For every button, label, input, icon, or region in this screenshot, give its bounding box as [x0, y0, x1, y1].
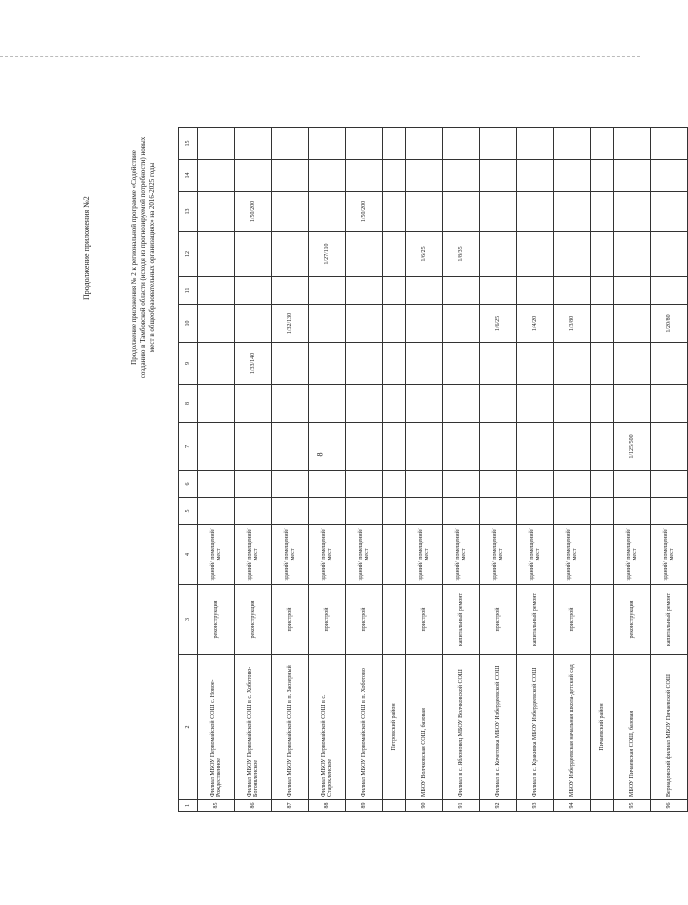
- value-cell: [614, 343, 651, 385]
- row-number: 93: [517, 800, 554, 812]
- value-cell: [198, 192, 235, 232]
- value-cell: [346, 343, 383, 385]
- column-number-cell: 14: [179, 160, 198, 192]
- cell: [591, 160, 614, 192]
- row-number: 90: [406, 800, 443, 812]
- value-cell: [346, 385, 383, 423]
- value-cell: [272, 471, 309, 498]
- value-cell: [443, 305, 480, 343]
- value-cell: [480, 192, 517, 232]
- facility-name: Филиал МБОУ Первомайской СОШ с. Новое-Рождественное: [198, 655, 235, 800]
- unit-label: зданий/ помещений/ мест: [651, 525, 688, 585]
- cell: [383, 305, 406, 343]
- facility-name: Филиал МБОУ Первомайской СОШ в с. Старокленское: [309, 655, 346, 800]
- value-cell: [309, 423, 346, 471]
- cell: [383, 471, 406, 498]
- value-cell: [517, 423, 554, 471]
- table-row: [554, 128, 591, 812]
- value-cell: [198, 277, 235, 305]
- scan-edge-line: [0, 56, 640, 57]
- value-cell: [554, 277, 591, 305]
- value-cell: [235, 423, 272, 471]
- value-cell: [480, 343, 517, 385]
- value-cell: [517, 232, 554, 277]
- value-cell: [651, 232, 688, 277]
- value-cell: [309, 498, 346, 525]
- unit-label: зданий/ помещений/ мест: [198, 525, 235, 585]
- value-cell: [480, 423, 517, 471]
- value-cell: [406, 423, 443, 471]
- work-type: реконструкция: [614, 585, 651, 655]
- value-cell: [614, 277, 651, 305]
- column-number-cell: 3: [179, 585, 198, 655]
- value-cell: 1/50/200: [346, 192, 383, 232]
- value-cell: [614, 160, 651, 192]
- value-cell: [554, 385, 591, 423]
- column-number-cell: 8: [179, 385, 198, 423]
- table-row: [651, 128, 688, 812]
- value-cell: [309, 343, 346, 385]
- value-cell: [198, 160, 235, 192]
- value-cell: 1/27/110: [309, 232, 346, 277]
- value-cell: [480, 498, 517, 525]
- value-cell: [443, 498, 480, 525]
- value-cell: [272, 343, 309, 385]
- value-cell: [443, 277, 480, 305]
- unit-label: зданий/ помещений/ мест: [406, 525, 443, 585]
- table-row: [309, 128, 346, 812]
- value-cell: [651, 343, 688, 385]
- value-cell: [614, 232, 651, 277]
- value-cell: [346, 423, 383, 471]
- value-cell: [651, 385, 688, 423]
- facility-name: МБОУ Пичаевская СОШ, базовая: [614, 655, 651, 800]
- table-row: [480, 128, 517, 812]
- value-cell: [198, 498, 235, 525]
- cell: [591, 277, 614, 305]
- row-number: 85: [198, 800, 235, 812]
- value-cell: [614, 385, 651, 423]
- value-cell: [554, 128, 591, 160]
- value-cell: 1/8/35: [443, 232, 480, 277]
- value-cell: [272, 128, 309, 160]
- table-row: [517, 128, 554, 812]
- table-row: [235, 128, 272, 812]
- value-cell: [198, 128, 235, 160]
- value-cell: [346, 277, 383, 305]
- cell: [383, 498, 406, 525]
- unit-label: зданий/ помещений/ мест: [309, 525, 346, 585]
- cell: [591, 498, 614, 525]
- unit-label: зданий/ помещений/ мест: [272, 525, 309, 585]
- value-cell: [346, 305, 383, 343]
- value-cell: [554, 471, 591, 498]
- value-cell: [346, 498, 383, 525]
- cell: [591, 471, 614, 498]
- value-cell: [272, 277, 309, 305]
- value-cell: [517, 160, 554, 192]
- facility-name: МБОУ Волчковская СОШ, базовая: [406, 655, 443, 800]
- value-cell: 1/50/200: [235, 192, 272, 232]
- value-cell: [309, 385, 346, 423]
- value-cell: [554, 232, 591, 277]
- section-row: [591, 128, 614, 812]
- value-cell: [614, 128, 651, 160]
- column-number-cell: 2: [179, 655, 198, 800]
- work-type: пристрой: [406, 585, 443, 655]
- column-number-cell: 15: [179, 128, 198, 160]
- value-cell: [346, 232, 383, 277]
- rotated-document-content: [42, 120, 675, 820]
- value-cell: [272, 192, 309, 232]
- value-cell: [517, 471, 554, 498]
- value-cell: [406, 192, 443, 232]
- program-table: [178, 127, 688, 812]
- value-cell: [198, 385, 235, 423]
- value-cell: [235, 385, 272, 423]
- value-cell: 1/3/80: [554, 305, 591, 343]
- value-cell: [480, 471, 517, 498]
- value-cell: [614, 471, 651, 498]
- value-cell: [406, 128, 443, 160]
- value-cell: 1/20/80: [651, 305, 688, 343]
- value-cell: [554, 160, 591, 192]
- table-row: [614, 128, 651, 812]
- column-number-cell: 11: [179, 277, 198, 305]
- unit-label: зданий/ помещений/ мест: [443, 525, 480, 585]
- column-number-cell: 1: [179, 800, 198, 812]
- table-row: [198, 128, 235, 812]
- row-number: 86: [235, 800, 272, 812]
- facility-name: Филиал МБОУ Первомайской СОШ в с. Хоботово-Богоявленское: [235, 655, 272, 800]
- value-cell: [346, 160, 383, 192]
- value-cell: [651, 160, 688, 192]
- value-cell: [614, 192, 651, 232]
- value-cell: [614, 305, 651, 343]
- cell: [591, 525, 614, 585]
- header-subtitle: Продолжение приложения № 2 к региональной программе «Содействие созданию в Тамбовской области (исходя из прогнозируемой потребности) новых мест в общеобразовательных организациях» на 2016-2025 годы: [130, 136, 156, 379]
- cell: [383, 232, 406, 277]
- page-number: 8: [315, 452, 325, 457]
- value-cell: [235, 471, 272, 498]
- value-cell: [406, 277, 443, 305]
- value-cell: [443, 385, 480, 423]
- work-type: пристрой: [480, 585, 517, 655]
- table-row: [272, 128, 309, 812]
- value-cell: [554, 192, 591, 232]
- row-number: 88: [309, 800, 346, 812]
- value-cell: [406, 343, 443, 385]
- unit-label: зданий/ помещений/ мест: [517, 525, 554, 585]
- value-cell: 1/6/25: [406, 232, 443, 277]
- cell: [383, 277, 406, 305]
- value-cell: [517, 385, 554, 423]
- value-cell: [443, 160, 480, 192]
- column-number-cell: 13: [179, 192, 198, 232]
- value-cell: 1/6/25: [480, 305, 517, 343]
- value-cell: [272, 232, 309, 277]
- value-cell: [443, 192, 480, 232]
- work-type: реконструкция: [198, 585, 235, 655]
- cell: [383, 160, 406, 192]
- value-cell: [517, 498, 554, 525]
- facility-name: Филиал в с. Кракивка МБОУ Избердеевской СОШ: [517, 655, 554, 800]
- value-cell: [480, 232, 517, 277]
- facility-name: Вернадовский филиал МБОУ Пичаевской СОШ: [651, 655, 688, 800]
- value-cell: [517, 192, 554, 232]
- value-cell: [235, 498, 272, 525]
- value-cell: [198, 343, 235, 385]
- value-cell: [406, 305, 443, 343]
- cell: [591, 232, 614, 277]
- value-cell: [235, 232, 272, 277]
- cell: [591, 385, 614, 423]
- value-cell: [517, 277, 554, 305]
- cell: [383, 343, 406, 385]
- cell: [591, 585, 614, 655]
- value-cell: [517, 128, 554, 160]
- value-cell: 1/32/130: [272, 305, 309, 343]
- cell: [383, 192, 406, 232]
- value-cell: [651, 192, 688, 232]
- value-cell: [517, 343, 554, 385]
- table-row: [406, 128, 443, 812]
- row-number: 91: [443, 800, 480, 812]
- value-cell: [235, 128, 272, 160]
- value-cell: [443, 128, 480, 160]
- facility-name: Филиал в с. Яблоновец МБОУ Волчковской СОШ: [443, 655, 480, 800]
- column-number-row: [179, 128, 198, 812]
- value-cell: [443, 471, 480, 498]
- cell: [383, 800, 406, 812]
- value-cell: [443, 343, 480, 385]
- row-number: 96: [651, 800, 688, 812]
- unit-label: зданий/ помещений/ мест: [554, 525, 591, 585]
- row-number: 92: [480, 800, 517, 812]
- work-type: капитальный ремонт: [443, 585, 480, 655]
- cell: [383, 423, 406, 471]
- facility-name: Филиал в с. Кочетовка МБОУ Избердеевской СОШ: [480, 655, 517, 800]
- value-cell: [198, 423, 235, 471]
- value-cell: [651, 498, 688, 525]
- facility-name: Филиал МБОУ Первомайской СОШ в п. Хоботово: [346, 655, 383, 800]
- cell: [591, 128, 614, 160]
- row-number: 89: [346, 800, 383, 812]
- work-type: капитальный ремонт: [517, 585, 554, 655]
- row-number: 95: [614, 800, 651, 812]
- value-cell: [272, 498, 309, 525]
- section-row: [383, 128, 406, 812]
- work-type: пристрой: [272, 585, 309, 655]
- value-cell: [406, 385, 443, 423]
- table-row: [443, 128, 480, 812]
- section-label: Петровский район: [383, 655, 406, 800]
- header-title: Продолжение приложения №2: [82, 196, 91, 300]
- value-cell: [309, 192, 346, 232]
- unit-label: зданий/ помещений/ мест: [235, 525, 272, 585]
- value-cell: [651, 471, 688, 498]
- cell: [591, 800, 614, 812]
- value-cell: [309, 471, 346, 498]
- cell: [383, 385, 406, 423]
- unit-label: зданий/ помещений/ мест: [614, 525, 651, 585]
- work-type: капитальный ремонт: [651, 585, 688, 655]
- section-label: Пичаевский район: [591, 655, 614, 800]
- value-cell: [198, 232, 235, 277]
- unit-label: зданий/ помещений/ мест: [346, 525, 383, 585]
- cell: [591, 305, 614, 343]
- value-cell: [651, 423, 688, 471]
- work-type: пристрой: [346, 585, 383, 655]
- value-cell: [480, 160, 517, 192]
- value-cell: [309, 128, 346, 160]
- cell: [591, 343, 614, 385]
- value-cell: [554, 498, 591, 525]
- value-cell: [406, 471, 443, 498]
- table-row: [346, 128, 383, 812]
- value-cell: [554, 343, 591, 385]
- cell: [383, 525, 406, 585]
- value-cell: [651, 128, 688, 160]
- value-cell: [346, 471, 383, 498]
- column-number-cell: 9: [179, 343, 198, 385]
- value-cell: [406, 160, 443, 192]
- work-type: реконструкция: [235, 585, 272, 655]
- work-type: пристрой: [554, 585, 591, 655]
- facility-name: МБОУ Избердеевская начальная школа-детский сад: [554, 655, 591, 800]
- facility-name: Филиал МБОУ Первомайской СОШ в п. Заозерный: [272, 655, 309, 800]
- value-cell: [272, 423, 309, 471]
- value-cell: [309, 277, 346, 305]
- value-cell: [198, 471, 235, 498]
- value-cell: 1/4/20: [517, 305, 554, 343]
- column-number-cell: 12: [179, 232, 198, 277]
- value-cell: 1/125/500: [614, 423, 651, 471]
- value-cell: [480, 128, 517, 160]
- cell: [383, 128, 406, 160]
- value-cell: [309, 160, 346, 192]
- cell: [383, 585, 406, 655]
- value-cell: [272, 385, 309, 423]
- column-number-cell: 5: [179, 498, 198, 525]
- value-cell: [198, 305, 235, 343]
- work-type: пристрой: [309, 585, 346, 655]
- value-cell: [480, 385, 517, 423]
- value-cell: [309, 305, 346, 343]
- value-cell: [235, 277, 272, 305]
- value-cell: [272, 160, 309, 192]
- column-number-cell: 6: [179, 471, 198, 498]
- value-cell: [554, 423, 591, 471]
- value-cell: [651, 277, 688, 305]
- cell: [591, 192, 614, 232]
- value-cell: [443, 423, 480, 471]
- value-cell: [235, 160, 272, 192]
- value-cell: [235, 305, 272, 343]
- row-number: 87: [272, 800, 309, 812]
- value-cell: [406, 498, 443, 525]
- unit-label: зданий/ помещений/ мест: [480, 525, 517, 585]
- row-number: 94: [554, 800, 591, 812]
- column-number-cell: 4: [179, 525, 198, 585]
- cell: [591, 423, 614, 471]
- value-cell: [346, 128, 383, 160]
- column-number-cell: 10: [179, 305, 198, 343]
- column-number-cell: 7: [179, 423, 198, 471]
- value-cell: 1/33/140: [235, 343, 272, 385]
- value-cell: [614, 498, 651, 525]
- value-cell: [480, 277, 517, 305]
